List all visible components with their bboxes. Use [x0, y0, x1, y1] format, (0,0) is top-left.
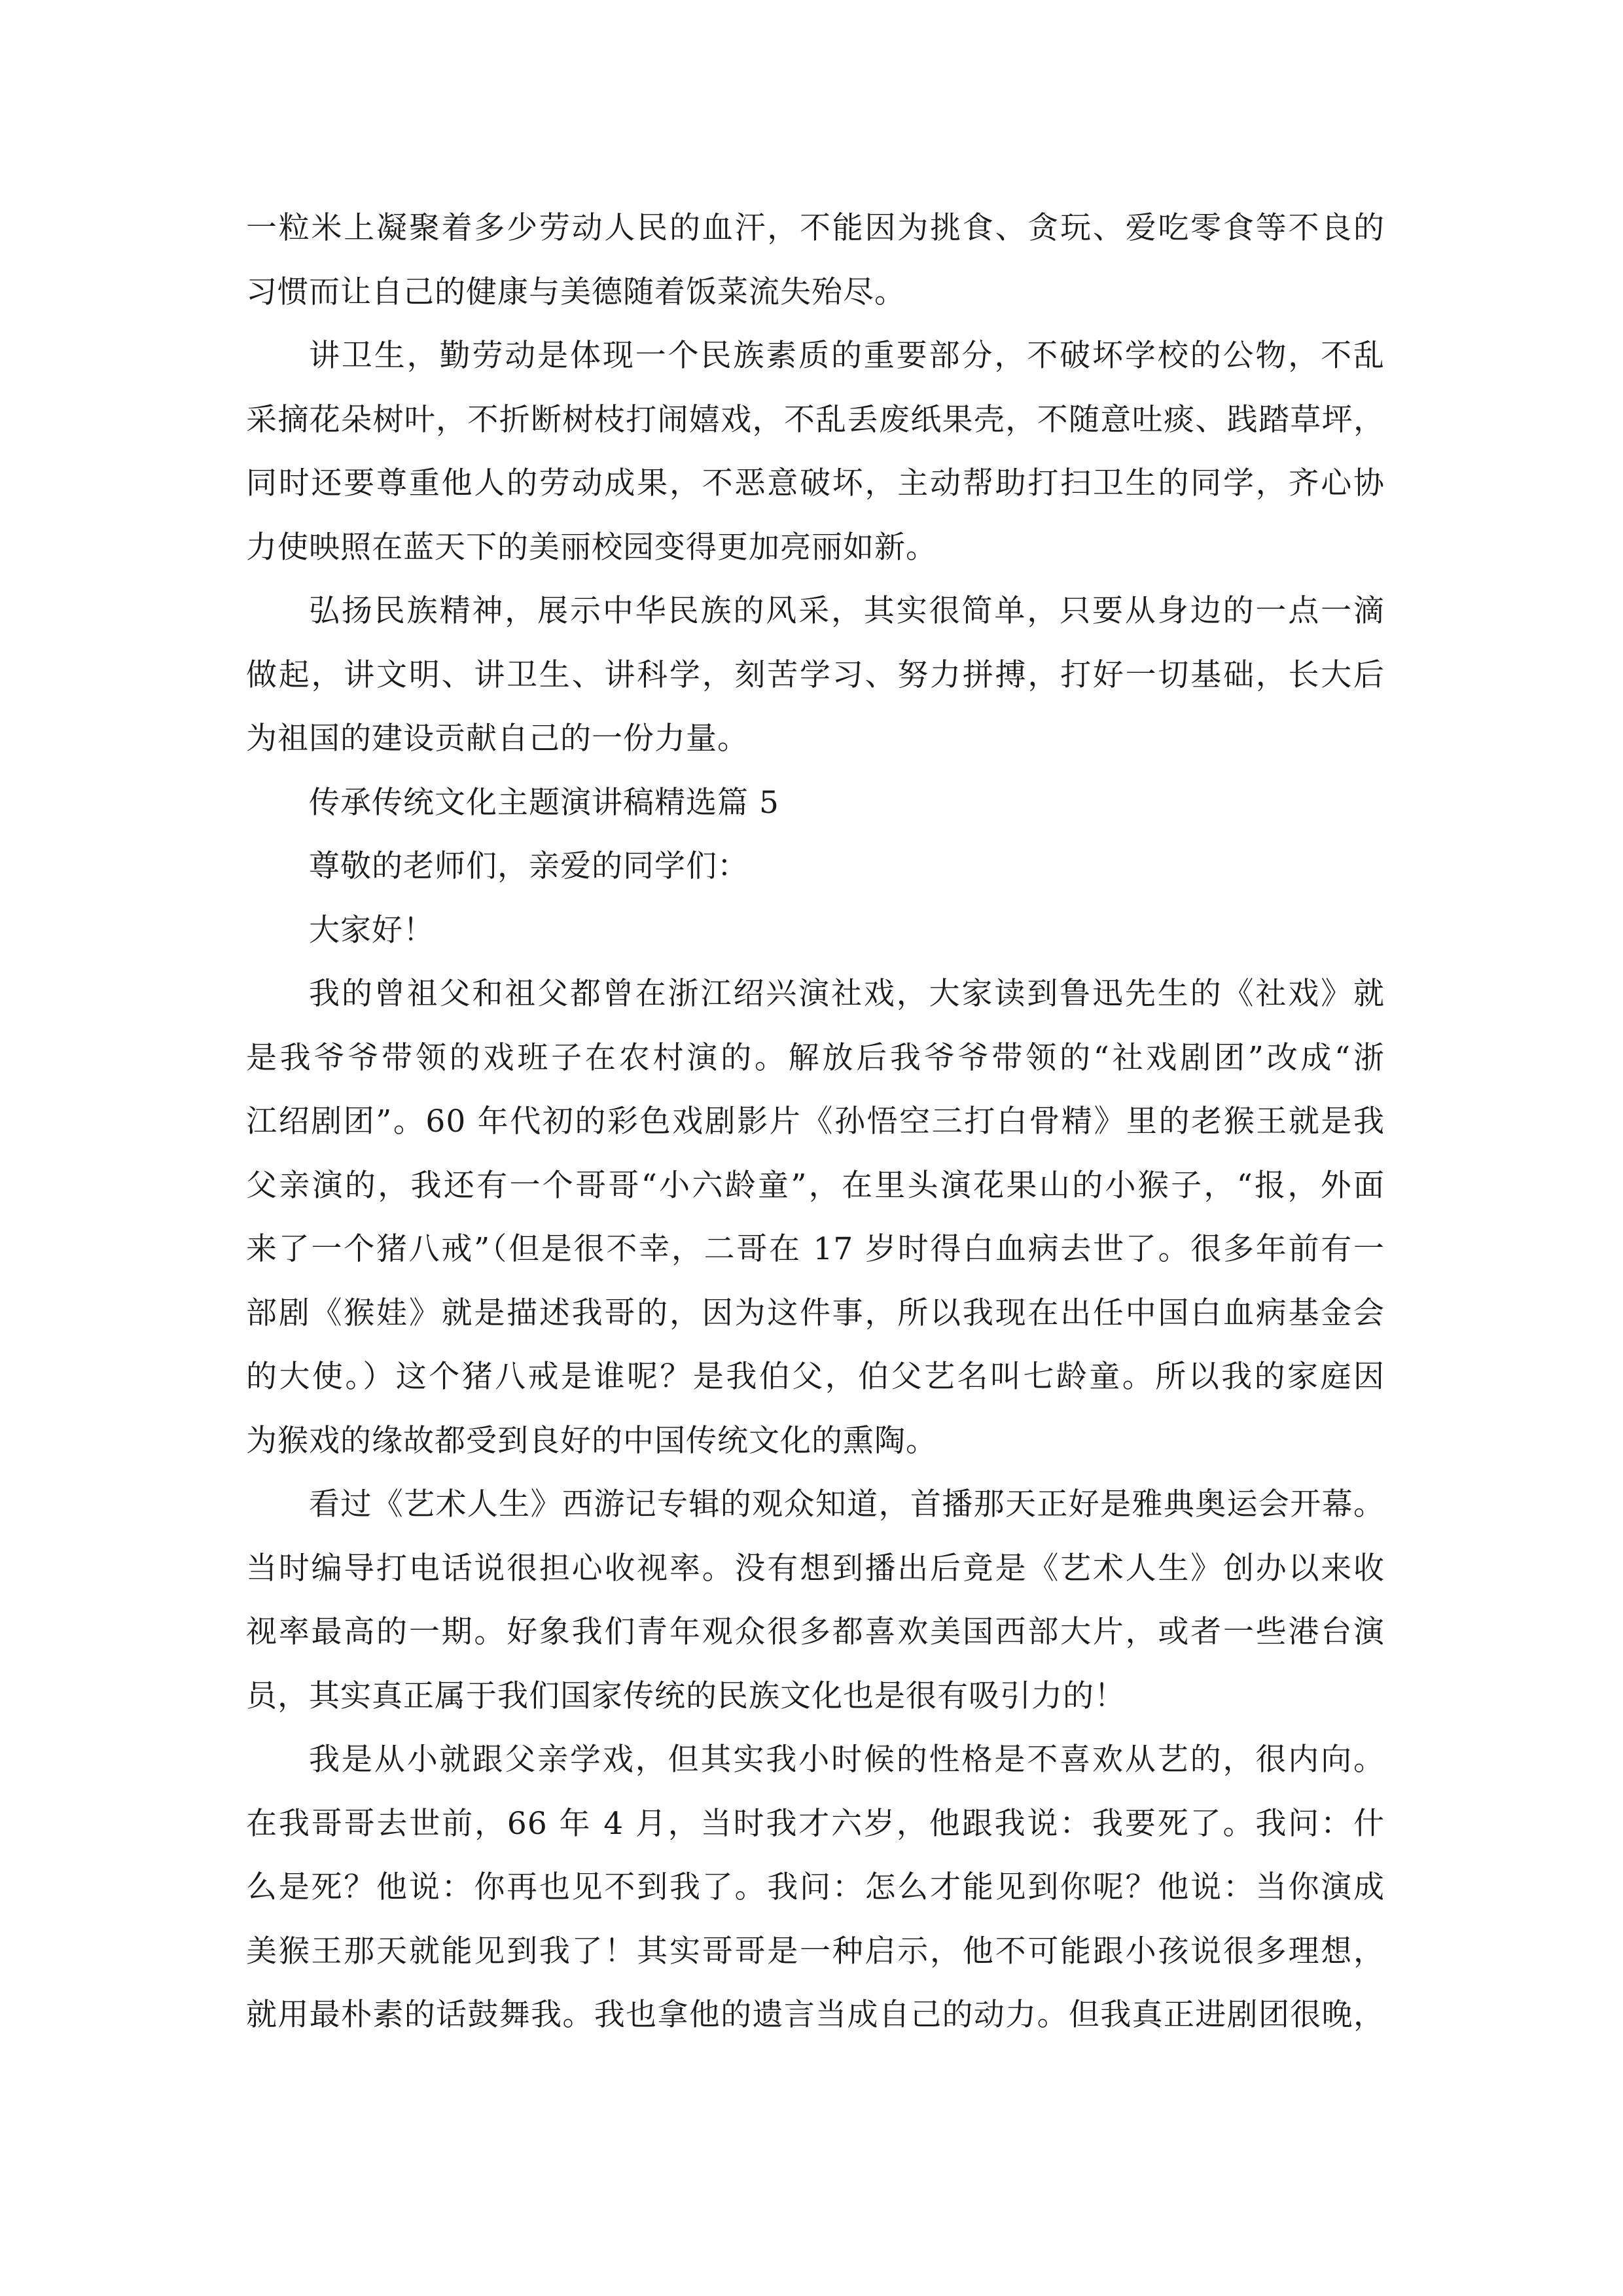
text-line: 我是从小就跟父亲学戏，但其实我小时候的性格是不喜欢从艺的，很内向。 — [309, 1742, 1385, 1778]
text-line: 讲卫生，勤劳动是体现一个民族素质的重要部分，不破坏学校的公物，不乱 — [309, 338, 1385, 374]
text-line: 父亲演的，我还有一个哥哥“小六龄童”，在里头演花果山的小猴子，“报，外面 — [246, 1167, 1385, 1204]
text-line: 做起，讲文明、讲卫生、讲科学，刻苦学习、努力拼搏，打好一切基础，长大后 — [246, 656, 1385, 693]
text-line: 的大使。）这个猪八戒是谁呢？是我伯父，伯父艺名叫七龄童。所以我的家庭因 — [246, 1359, 1385, 1395]
text-line: 力使映照在蓝天下的美丽校园变得更加亮丽如新。 — [246, 529, 937, 565]
text-line: 为猴戏的缘故都受到良好的中国传统文化的熏陶。 — [246, 1422, 937, 1459]
text-line: 么是死？他说：你再也见不到我了。我问：怎么才能见到你呢？他说：当你演成 — [246, 1869, 1385, 1905]
text-line: 在我哥哥去世前，66 年 4 月，当时我才六岁，他跟我说：我要死了。我问：什 — [246, 1805, 1385, 1842]
text-line: 员，其实真正属于我们国家传统的民族文化也是很有吸引力的！ — [246, 1677, 1126, 1714]
text-line: 看过《艺术人生》西游记专辑的观众知道，首播那天正好是雅典奥运会开幕。 — [309, 1486, 1385, 1522]
document-body — [246, 196, 1385, 2047]
text-line: 大家好！ — [309, 912, 435, 948]
text-line: 部剧《猴娃》就是描述我哥的，因为这件事，所以我现在出任中国白血病基金会 — [246, 1295, 1385, 1331]
text-line: 是我爷爷带领的戏班子在农村演的。解放后我爷爷带领的“社戏剧团”改成“浙 — [246, 1039, 1385, 1076]
text-line: 传承传统文化主题演讲稿精选篇 5 — [309, 784, 779, 821]
text-line: 就用最朴素的话鼓舞我。我也拿他的遗言当成自己的动力。但我真正进剧团很晚， — [246, 1997, 1385, 2033]
text-line: 视率最高的一期。好象我们青年观众很多都喜欢美国西部大片，或者一些港台演 — [246, 1614, 1385, 1650]
text-line: 美猴王那天就能见到我了！其实哥哥是一种启示，他不可能跟小孩说很多理想， — [246, 1933, 1385, 1969]
text-line: 同时还要尊重他人的劳动成果，不恶意破坏，主动帮助打扫卫生的同学，齐心协 — [246, 465, 1385, 501]
text-line: 弘扬民族精神，展示中华民族的风采，其实很简单，只要从身边的一点一滴 — [309, 593, 1385, 629]
text-line: 当时编导打电话说很担心收视率。没有想到播出后竟是《艺术人生》创办以来收 — [246, 1550, 1385, 1587]
text-line: 采摘花朵树叶，不折断树枝打闹嬉戏，不乱丢废纸果壳，不随意吐痰、践踏草坪， — [246, 401, 1385, 438]
text-line: 为祖国的建设贡献自己的一份力量。 — [246, 721, 749, 757]
text-line: 江绍剧团”。60 年代初的彩色戏剧影片《孙悟空三打白骨精》里的老猴王就是我 — [246, 1103, 1385, 1139]
text-line: 我的曾祖父和祖父都曾在浙江绍兴演社戏，大家读到鲁迅先生的《社戏》就 — [309, 976, 1385, 1012]
text-line: 一粒米上凝聚着多少劳动人民的血汗，不能因为挑食、贪玩、爱吃零食等不良的 — [246, 210, 1385, 246]
text-line: 来了一个猪八戒”（但是很不幸，二哥在 17 岁时得白血病去世了。很多年前有一 — [246, 1231, 1385, 1267]
text-line: 习惯而让自己的健康与美德随着饭菜流失殆尽。 — [246, 274, 906, 310]
text-line: 尊敬的老师们，亲爱的同学们： — [309, 848, 749, 884]
